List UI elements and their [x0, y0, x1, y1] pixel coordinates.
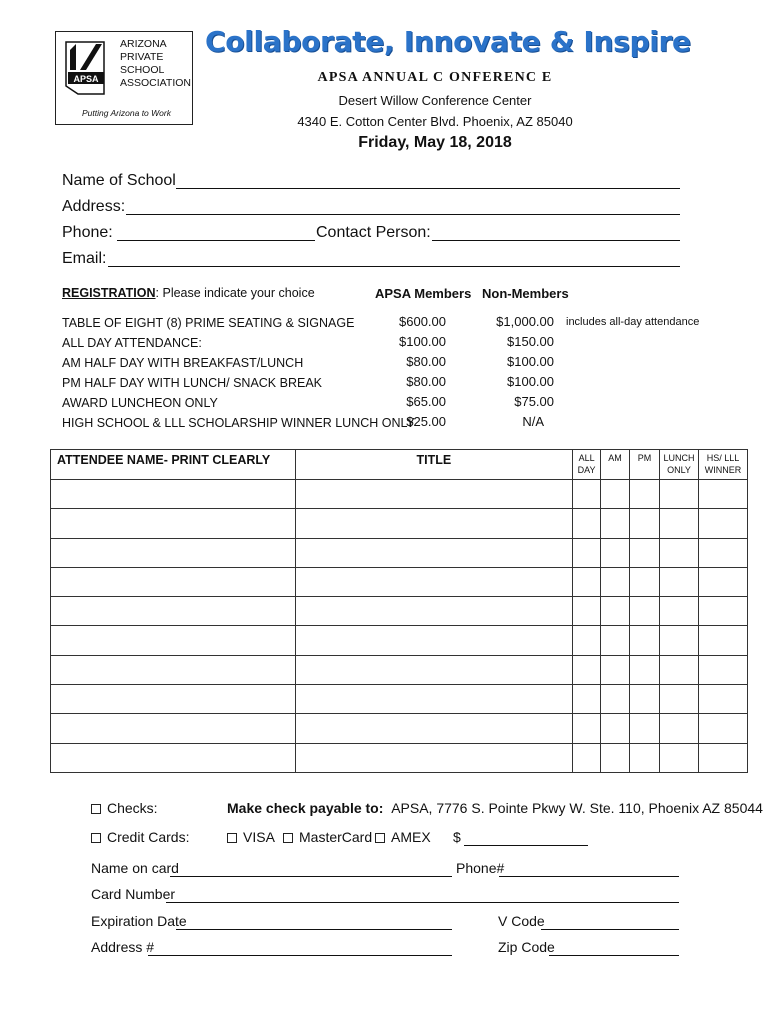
allday-cell[interactable]: [573, 567, 601, 596]
pm-cell[interactable]: [630, 509, 660, 538]
allday-cell[interactable]: [573, 743, 601, 772]
attendee-title-cell[interactable]: [295, 480, 572, 509]
am-cell[interactable]: [601, 714, 630, 743]
nonmember-price: $100.00: [507, 374, 554, 389]
member-price: $65.00: [406, 394, 446, 409]
am-cell[interactable]: [601, 626, 630, 655]
phone-input-line[interactable]: [117, 240, 315, 241]
attendee-row: [51, 655, 748, 684]
amount-label: $: [453, 829, 461, 845]
lunch-header: [660, 450, 699, 480]
am-cell[interactable]: [601, 509, 630, 538]
allday-cell[interactable]: [573, 714, 601, 743]
registration-item: HIGH SCHOOL & LLL SCHOLARSHIP WINNER LUNCH ONLY: [62, 416, 415, 430]
member-prices: [360, 312, 446, 432]
attendee-row: [51, 597, 748, 626]
lunch-cell[interactable]: [660, 597, 699, 626]
allday-cell[interactable]: [573, 597, 601, 626]
pm-cell[interactable]: [630, 714, 660, 743]
header-line: ONLY: [667, 465, 691, 475]
lunch-cell[interactable]: [660, 685, 699, 714]
hs-lll-cell[interactable]: [698, 538, 747, 567]
hs-lll-cell[interactable]: [698, 480, 747, 509]
pm-cell[interactable]: [630, 743, 660, 772]
hs-lll-header: [698, 450, 747, 480]
attendee-title-cell[interactable]: [295, 538, 572, 567]
lunch-cell[interactable]: [660, 567, 699, 596]
email-input-line[interactable]: [108, 266, 680, 267]
logo-mark-text: APSA: [73, 74, 99, 84]
attendee-row: [51, 714, 748, 743]
attendee-row: [51, 538, 748, 567]
attendee-name-cell[interactable]: [51, 597, 296, 626]
nonmember-price: N/A: [522, 414, 544, 429]
attendee-name-cell[interactable]: [51, 685, 296, 714]
checkbox-icon[interactable]: [283, 833, 293, 843]
hs-lll-cell[interactable]: [698, 509, 747, 538]
credit-card-option[interactable]: [91, 829, 189, 845]
attendee-rows: [51, 480, 748, 773]
amex-label: AMEX: [391, 829, 431, 845]
card-address-input-line[interactable]: [148, 955, 452, 956]
checks-label: Checks:: [107, 800, 158, 816]
mastercard-option[interactable]: [283, 829, 372, 845]
registration-item: TABLE OF EIGHT (8) PRIME SEATING & SIGNAGE: [62, 316, 355, 330]
attendee-name-cell[interactable]: [51, 509, 296, 538]
attendee-title-cell[interactable]: [295, 509, 572, 538]
hs-lll-cell[interactable]: [698, 685, 747, 714]
card-address-label: Address #: [91, 939, 155, 955]
nonmembers-column-header: Non-Members: [482, 286, 569, 301]
pm-cell[interactable]: [630, 538, 660, 567]
attendee-table: [50, 449, 748, 773]
attendee-name-cell[interactable]: [51, 743, 296, 772]
members-column-header: APSA Members: [375, 286, 472, 301]
nonmember-price: $1,000.00: [496, 314, 554, 329]
phone-label: Phone:: [62, 224, 113, 241]
allday-cell[interactable]: [573, 538, 601, 567]
lunch-cell[interactable]: [660, 626, 699, 655]
name-on-card-label: Name on card: [91, 860, 179, 876]
arizona-map-icon: [62, 40, 108, 96]
school-label: Name of School: [62, 172, 176, 189]
header-line: WINNER: [704, 465, 742, 475]
am-cell[interactable]: [601, 538, 630, 567]
venue-address: 4340 E. Cotton Center Blvd. Phoenix, AZ 85040: [297, 114, 573, 129]
attendee-title-cell[interactable]: [295, 743, 572, 772]
hs-lll-cell[interactable]: [698, 743, 747, 772]
attendee-name-cell[interactable]: [51, 626, 296, 655]
member-price: $80.00: [406, 354, 446, 369]
expiration-input-line[interactable]: [176, 929, 452, 930]
logo-name: [120, 38, 191, 90]
attendee-name-header: ATTENDEE NAME- PRINT CLEARLY: [51, 450, 296, 480]
nonmember-price: $150.00: [507, 334, 554, 349]
attendee-row: [51, 743, 748, 772]
contact-person-label: Contact Person:: [316, 224, 431, 241]
checks-option[interactable]: [91, 800, 158, 816]
pm-cell[interactable]: [630, 597, 660, 626]
am-cell[interactable]: [601, 743, 630, 772]
header-line: HS/ LLL: [706, 453, 740, 463]
table-note: includes all-day attendance: [566, 316, 700, 328]
expiration-label: Expiration Date: [91, 913, 187, 929]
vcode-label: V Code: [498, 913, 545, 929]
pm-cell[interactable]: [630, 626, 660, 655]
allday-cell[interactable]: [573, 626, 601, 655]
school-input-line[interactable]: [176, 188, 680, 189]
hs-lll-cell[interactable]: [698, 626, 747, 655]
zip-label: Zip Code: [498, 939, 555, 955]
payable-value: APSA, 7776 S. Pointe Pkwy W. Ste. 110, Phoenix AZ 85044: [391, 800, 763, 816]
logo-line: ASSOCIATION: [120, 77, 191, 89]
logo-line: ARIZONA: [120, 38, 167, 50]
am-cell[interactable]: [601, 597, 630, 626]
pm-header: PM: [630, 450, 660, 480]
allday-cell[interactable]: [573, 480, 601, 509]
attendee-name-cell[interactable]: [51, 480, 296, 509]
attendee-name-cell[interactable]: [51, 538, 296, 567]
registration-heading: REGISTRATION: [62, 286, 156, 300]
attendee-row: [51, 626, 748, 655]
lunch-cell[interactable]: [660, 480, 699, 509]
member-price: $600.00: [399, 314, 446, 329]
allday-cell[interactable]: [573, 655, 601, 684]
card-phone-input-line[interactable]: [499, 876, 679, 877]
am-cell[interactable]: [601, 480, 630, 509]
headline: Collaborate, Innovate & Inspire: [205, 25, 691, 58]
card-phone-label: Phone#: [456, 860, 505, 876]
lunch-cell[interactable]: [660, 655, 699, 684]
hs-lll-cell[interactable]: [698, 597, 747, 626]
checkbox-icon[interactable]: [91, 833, 101, 843]
am-cell[interactable]: [601, 685, 630, 714]
zip-input-line[interactable]: [549, 955, 679, 956]
visa-option[interactable]: [227, 829, 275, 845]
member-price: $100.00: [399, 334, 446, 349]
attendee-row: [51, 480, 748, 509]
card-number-label: Card Number: [91, 886, 176, 902]
attendee-row: [51, 567, 748, 596]
nonmember-price: $75.00: [514, 394, 554, 409]
checkbox-icon[interactable]: [227, 833, 237, 843]
allday-header: [573, 450, 601, 480]
attendee-title-cell[interactable]: [295, 597, 572, 626]
lunch-cell[interactable]: [660, 509, 699, 538]
pm-cell[interactable]: [630, 685, 660, 714]
apsa-logo: [55, 31, 193, 125]
attendee-name-cell[interactable]: [51, 714, 296, 743]
registration-item: PM HALF DAY WITH LUNCH/ SNACK BREAK: [62, 376, 322, 390]
attendee-title-cell[interactable]: [295, 655, 572, 684]
pm-cell[interactable]: [630, 567, 660, 596]
allday-cell[interactable]: [573, 509, 601, 538]
credit-label: Credit Cards:: [107, 829, 190, 845]
am-cell[interactable]: [601, 655, 630, 684]
venue: Desert Willow Conference Center: [338, 93, 532, 108]
hs-lll-cell[interactable]: [698, 714, 747, 743]
pm-cell[interactable]: [630, 480, 660, 509]
attendee-name-cell[interactable]: [51, 655, 296, 684]
attendee-title-cell[interactable]: [295, 685, 572, 714]
visa-label: VISA: [243, 829, 275, 845]
name-on-card-input-line[interactable]: [170, 876, 452, 877]
logo-tagline: Putting Arizona to Work: [82, 108, 171, 118]
address-input-line[interactable]: [126, 214, 680, 215]
pm-cell[interactable]: [630, 655, 660, 684]
hs-lll-cell[interactable]: [698, 655, 747, 684]
checkbox-icon[interactable]: [91, 804, 101, 814]
member-price: $80.00: [406, 374, 446, 389]
attendee-title-cell[interactable]: [295, 567, 572, 596]
payable-to: [227, 800, 763, 816]
header-line: LUNCH: [663, 453, 695, 463]
attendee-title-cell[interactable]: [295, 626, 572, 655]
amount-input-line[interactable]: [464, 845, 588, 846]
allday-cell[interactable]: [573, 685, 601, 714]
am-header: AM: [601, 450, 630, 480]
contact-person-input-line[interactable]: [432, 240, 680, 241]
member-price: $25.00: [406, 414, 446, 429]
card-number-input-line[interactable]: [166, 902, 679, 903]
attendee-name-cell[interactable]: [51, 567, 296, 596]
registration-item: AWARD LUNCHEON ONLY: [62, 396, 218, 410]
hs-lll-cell[interactable]: [698, 567, 747, 596]
address-label: Address:: [62, 198, 126, 215]
lunch-cell[interactable]: [660, 538, 699, 567]
header-line: ALL: [578, 453, 595, 463]
event-date: Friday, May 18, 2018: [358, 134, 512, 151]
nonmember-price: $100.00: [507, 354, 554, 369]
lunch-cell[interactable]: [660, 743, 699, 772]
nonmember-prices: [470, 312, 554, 432]
header-line: DAY: [577, 465, 596, 475]
amex-option[interactable]: [375, 829, 431, 845]
vcode-input-line[interactable]: [541, 929, 679, 930]
registration-item: ALL DAY ATTENDANCE:: [62, 336, 202, 350]
attendee-row: [51, 685, 748, 714]
logo-line: PRIVATE: [120, 51, 164, 63]
attendee-title-cell[interactable]: [295, 714, 572, 743]
email-label: Email:: [62, 250, 107, 267]
registration-instruction: : Please indicate your choice: [155, 286, 315, 300]
mastercard-label: MasterCard: [299, 829, 373, 845]
logo-line: SCHOOL: [120, 64, 165, 76]
payable-label: Make check payable to:: [227, 800, 384, 816]
registration-heading-row: [62, 286, 315, 300]
attendee-table-header: [51, 450, 748, 480]
registration-item: AM HALF DAY WITH BREAKFAST/LUNCH: [62, 356, 304, 370]
attendee-row: [51, 509, 748, 538]
lunch-cell[interactable]: [660, 714, 699, 743]
am-cell[interactable]: [601, 567, 630, 596]
conference-name: APSA ANNUAL C ONFERENC E: [317, 70, 553, 85]
attendee-title-header: TITLE: [295, 450, 572, 480]
checkbox-icon[interactable]: [375, 833, 385, 843]
